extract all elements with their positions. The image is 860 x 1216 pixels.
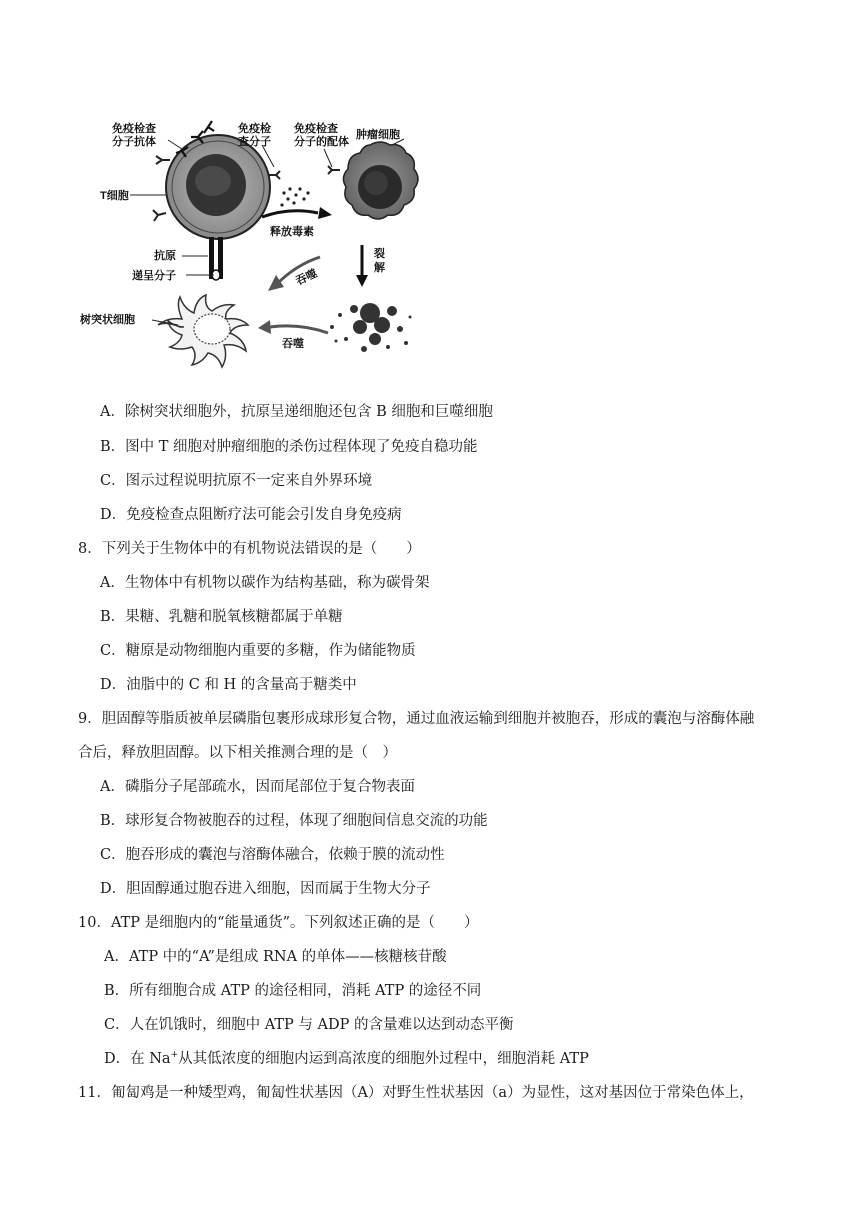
- q8-stem: 8．下列关于生物体中的有机物说法错误的是（ ）: [78, 541, 421, 557]
- q9-option-a: A．磷脂分子尾部疏水，因而尾部位于复合物表面: [100, 779, 415, 795]
- antigen-presentation: [209, 237, 223, 280]
- q11-stem-line1: 11．匍匐鸡是一种矮型鸡，匍匐性状基因（A）对野生性状基因（a）为显性，这对基因位于常染色体上，: [78, 1085, 754, 1101]
- q9-stem-line1: 9．胆固醇等脂质被单层磷脂包裹形成球形复合物，通过血液运输到细胞并被胞吞，形成的囊泡与溶酶体融: [78, 711, 755, 727]
- q10-stem: 10．ATP 是细胞内的“能量通货”。下列叙述正确的是（ ）: [78, 915, 479, 931]
- immune-diagram: [70, 115, 470, 390]
- q10-option-a: A．ATP 中的“A”是组成 RNA 的单体——核糖核苷酸: [104, 949, 447, 965]
- q9-option-b: B．球形复合物被胞吞的过程，体现了细胞间信息交流的功能: [100, 813, 488, 829]
- label-phagocytosis-2: 吞噬: [282, 338, 304, 350]
- label-checkpoint-ligand-2: 分子的配体: [294, 136, 349, 148]
- q10-option-d-sup: +: [170, 1050, 179, 1061]
- label-checkpoint-molecule-1: 免疫检: [238, 123, 271, 135]
- label-phagocytosis-1: 吞噬: [294, 267, 320, 288]
- label-checkpoint-antibody-1: 免疫检查: [112, 123, 156, 135]
- q8-option-d: D．油脂中的 C 和 H 的含量高于糖类中: [100, 677, 357, 693]
- tumor-cell: [328, 142, 418, 219]
- q8-option-a: A．生物体中有机物以碳作为结构基础，称为碳骨架: [100, 575, 430, 591]
- label-presenting-molecule: 递呈分子: [132, 270, 176, 282]
- label-lysis-1: 裂: [374, 248, 385, 260]
- label-checkpoint-molecule-2: 查分子: [238, 136, 271, 148]
- label-antigen: 抗原: [154, 250, 176, 262]
- q7-option-d: D．免疫检查点阻断疗法可能会引发自身免疫病: [100, 507, 402, 523]
- q10-option-d-pre: D．在 Na: [104, 1051, 171, 1067]
- immune-diagram-svg: [70, 115, 470, 390]
- label-dendritic-cell: 树突状细胞: [80, 314, 135, 326]
- phagocytosis-arrowhead-2: [258, 320, 271, 334]
- q8-option-c: C．糖原是动物细胞内重要的多糖，作为储能物质: [100, 643, 416, 659]
- q7-option-a: A．除树突状细胞外，抗原呈递细胞还包含 B 细胞和巨噬细胞: [100, 404, 493, 420]
- lysis-arrowhead: [356, 275, 368, 287]
- label-checkpoint-ligand-1: 免疫检查: [294, 123, 338, 135]
- q9-option-d: D．胆固醇通过胞吞进入细胞，因而属于生物大分子: [100, 881, 431, 897]
- q9-stem-line2: 合后，释放胆固醇。以下相关推测合理的是（ ）: [78, 745, 397, 761]
- label-checkpoint-antibody-2: 分子抗体: [112, 136, 156, 148]
- label-tumor-cell: 肿瘤细胞: [356, 129, 400, 141]
- release-arrow: [262, 211, 318, 217]
- q10-option-c: C．人在饥饿时，细胞中 ATP 与 ADP 的含量难以达到动态平衡: [104, 1017, 514, 1033]
- q9-option-c: C．胞吞形成的囊泡与溶酶体融合，依赖于膜的流动性: [100, 847, 445, 863]
- toxin-dots: [280, 187, 309, 206]
- label-release-toxin: 释放毒素: [270, 226, 314, 238]
- label-t-cell: T细胞: [100, 190, 129, 202]
- lysed-cell: [330, 303, 412, 352]
- phagocytosis-arrow-2: [270, 326, 328, 333]
- dendritic-cell: [158, 295, 248, 367]
- q10-option-d-post: 从其低浓度的细胞内运到高浓度的细胞外过程中，细胞消耗 ATP: [178, 1051, 589, 1067]
- q7-option-b: B．图中 T 细胞对肿瘤细胞的杀伤过程体现了免疫自稳功能: [100, 439, 478, 455]
- label-lysis-2: 解: [374, 262, 385, 274]
- q7-option-c: C．图示过程说明抗原不一定来自外界环境: [100, 473, 373, 489]
- q8-option-b: B．果糖、乳糖和脱氧核糖都属于单糖: [100, 609, 343, 625]
- q10-option-b: B．所有细胞合成 ATP 的途径相同，消耗 ATP 的途径不同: [104, 983, 482, 999]
- phagocytosis-arrowhead-1: [268, 275, 284, 291]
- t-cell: [153, 135, 280, 239]
- q10-option-d: [104, 1049, 589, 1069]
- release-arrowhead: [318, 207, 332, 219]
